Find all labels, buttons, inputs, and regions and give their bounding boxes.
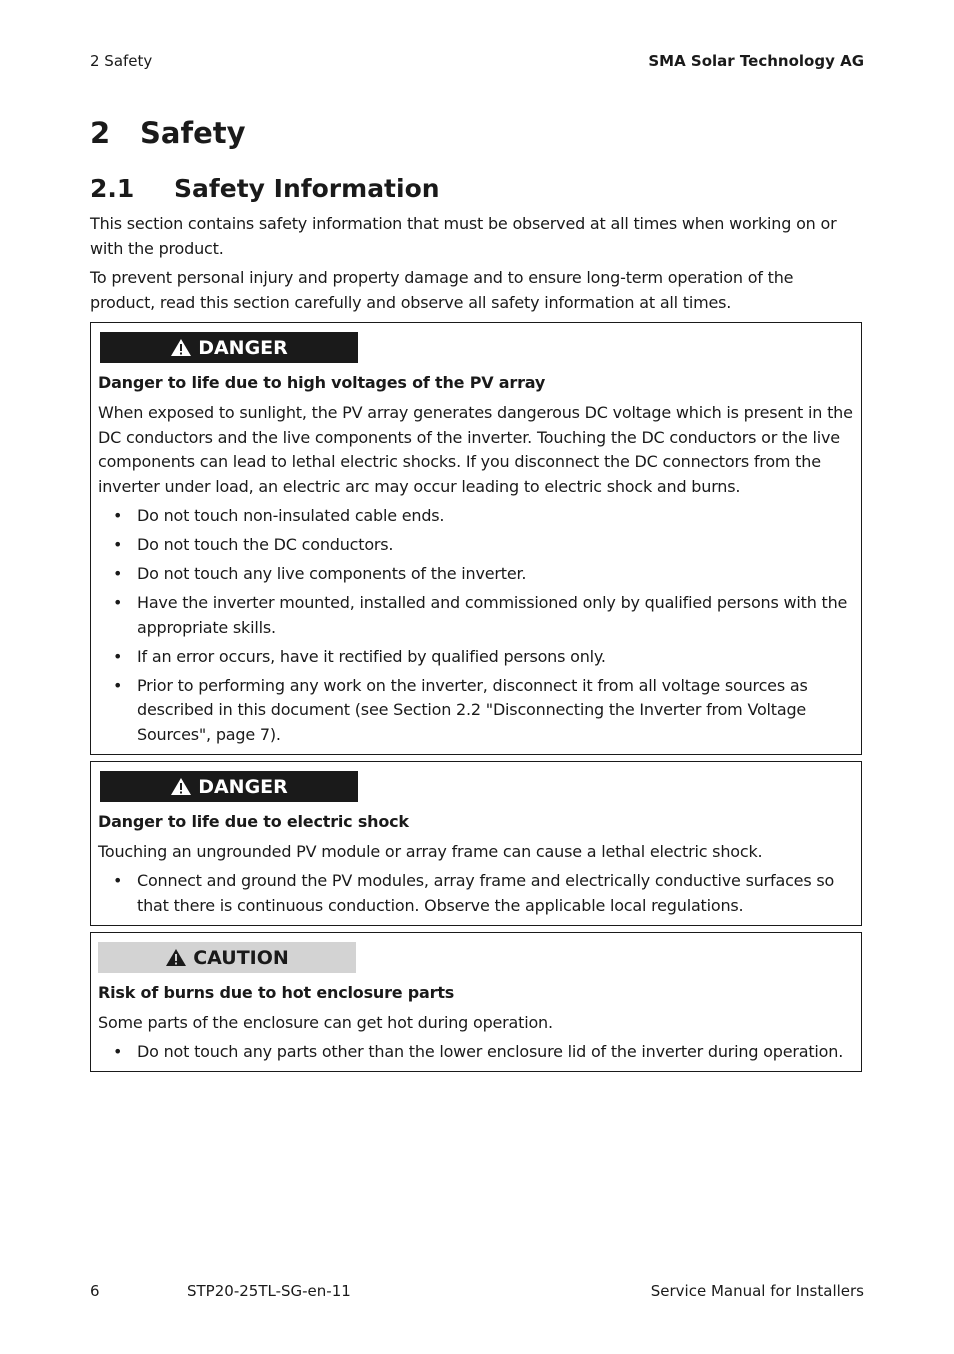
notice-text: Some parts of the enclosure can get hot during operation. xyxy=(98,1013,553,1032)
danger-notice-pv-voltage xyxy=(90,322,862,755)
danger-notice-electric-shock xyxy=(90,761,862,926)
section-heading xyxy=(90,174,440,203)
list-item: • Do not touch the DC conductors. xyxy=(98,533,848,558)
notice-text: When exposed to sunlight, the PV array generates dangerous DC voltage which is present in the DC conductors and the live components of the inverter. Touching the DC conductors or the live components can lead to lethal electric shocks. If you disconnect the DC connectors from the inverter under load, an electric arc may occur leading to electric shock and burns. xyxy=(98,403,853,496)
chapter-heading xyxy=(90,116,246,150)
list-item: • Connect and ground the PV modules, array frame and electrically conductive surfaces so that there is continuous conduction. Observe the applicable local regulations. xyxy=(98,869,848,918)
warning-triangle-icon xyxy=(165,948,187,967)
list-item: • Have the inverter mounted, installed and commissioned only by qualified persons with the appropriate skills. xyxy=(98,591,848,640)
caution-badge-label: CAUTION xyxy=(193,946,289,969)
notice-bullet-list xyxy=(98,504,848,752)
danger-badge-label: DANGER xyxy=(198,336,288,359)
caution-notice-hot-parts xyxy=(90,932,862,1072)
running-header-company: SMA Solar Technology AG xyxy=(648,52,864,70)
notice-title: Danger to life due to high voltages of the PV array xyxy=(98,373,546,392)
notice-title: Risk of burns due to hot enclosure parts xyxy=(98,983,455,1002)
list-item: • Do not touch any live components of the inverter. xyxy=(98,562,848,587)
warning-triangle-icon xyxy=(170,338,192,357)
danger-badge xyxy=(100,771,358,802)
page-number: 6 xyxy=(90,1282,100,1300)
danger-badge-label: DANGER xyxy=(198,775,288,798)
chapter-title: Safety xyxy=(140,116,246,150)
intro-paragraph-1: This section contains safety information that must be observed at all times when working on or with the product. xyxy=(90,214,837,258)
running-header-section: 2 Safety xyxy=(90,52,153,70)
document-id: STP20-25TL-SG-en-11 xyxy=(187,1282,351,1300)
list-item: • Do not touch any parts other than the lower enclosure lid of the inverter during operation. xyxy=(98,1040,848,1065)
notice-bullet-list xyxy=(98,869,848,923)
list-item: • If an error occurs, have it rectified by qualified persons only. xyxy=(98,645,848,670)
danger-badge xyxy=(100,332,358,363)
section-number: 2.1 xyxy=(90,174,135,203)
notice-bullet-list xyxy=(98,1040,848,1069)
notice-text: Touching an ungrounded PV module or array frame can cause a lethal electric shock. xyxy=(98,842,763,861)
intro-paragraph-2: To prevent personal injury and property damage and to ensure long-term operation of the product, read this section carefully and observe all safety information at all times. xyxy=(90,268,794,312)
caution-badge xyxy=(98,942,356,973)
list-item: • Prior to performing any work on the inverter, disconnect it from all voltage sources as described in this document (see Section 2.2 "Disconnecting the Inverter from Voltage Sources", page 7). xyxy=(98,674,848,748)
warning-triangle-icon xyxy=(170,777,192,796)
list-item: • Do not touch non-insulated cable ends. xyxy=(98,504,848,529)
notice-title: Danger to life due to electric shock xyxy=(98,812,409,831)
manual-title: Service Manual for Installers xyxy=(650,1282,864,1300)
chapter-number: 2 xyxy=(90,116,111,150)
section-title: Safety Information xyxy=(174,174,440,203)
